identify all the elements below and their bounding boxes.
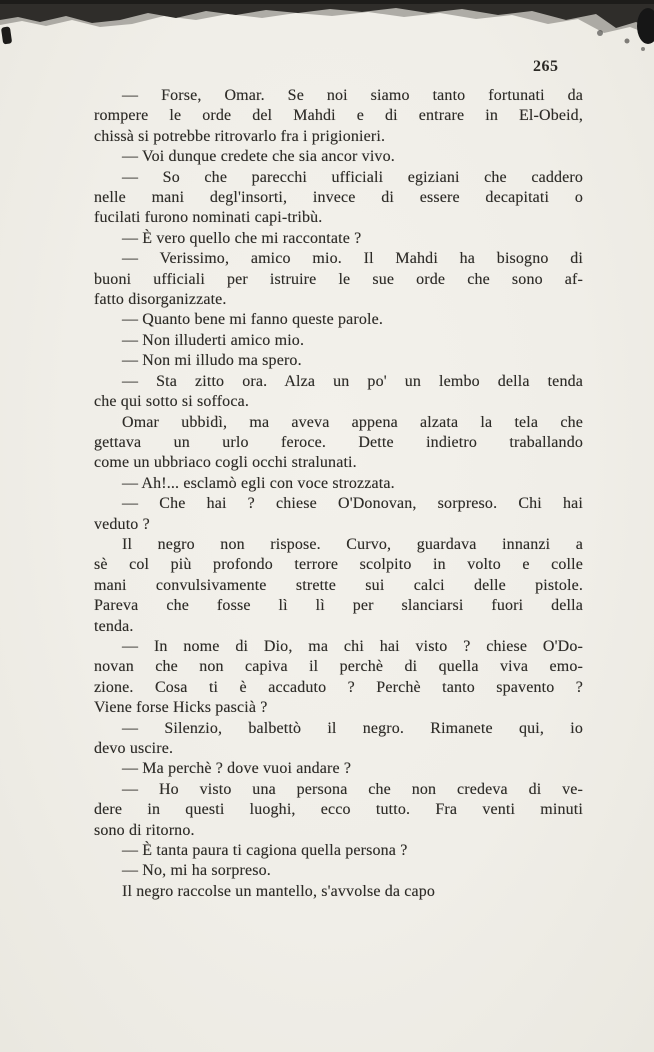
text-line: — Voi dunque credete che sia ancor vivo. <box>122 148 395 166</box>
paragraph <box>94 535 583 637</box>
paragraph <box>94 494 583 535</box>
text-line: — Ah!... esclamò egli con voce strozzata. <box>122 474 395 492</box>
text-line: — Quanto bene mi fanno queste parole. <box>122 311 384 329</box>
scan-artifact-top <box>0 0 654 64</box>
text-line: — Non illuderti amico mio. <box>122 331 305 349</box>
paragraph <box>94 372 583 413</box>
text-line: sono di ritorno. <box>94 821 195 839</box>
paragraph <box>94 719 583 760</box>
text-line: — Verissimo, amico mio. Il Mahdi ha bisogno di <box>122 250 583 268</box>
paragraph <box>94 168 583 229</box>
text-line: Viene forse Hicks pascià ? <box>94 699 268 717</box>
text-line: — Ma perchè ? dove vuoi andare ? <box>122 760 352 778</box>
paragraph <box>94 249 583 310</box>
text-line: devo uscire. <box>94 740 174 757</box>
paragraph <box>94 841 583 861</box>
text-line: buoni ufficiali per istruire le sue orde che sono af- <box>94 270 583 288</box>
paragraph <box>94 86 583 147</box>
text-line: — Silenzio, balbettò il negro. Rimanete qui, io <box>122 719 583 737</box>
text-line: — Ho visto una persona che non credeva di ve- <box>122 780 583 798</box>
text-line: gettava un urlo feroce. Dette indietro traballando <box>94 433 583 451</box>
text-line: fucilati furono nominati capi-tribù. <box>94 209 323 227</box>
paragraph <box>94 310 583 330</box>
text-line: nelle mani degl'insorti, invece di essere decapitati o <box>94 189 583 207</box>
paragraph <box>94 147 583 167</box>
text-line: — In nome di Dio, ma chi hai visto ? chiese O'Do- <box>122 637 583 655</box>
text-line: — So che parecchi ufficiali egiziani che caddero <box>122 168 583 186</box>
text-line: — Che hai ? chiese O'Donovan, sorpreso. Chi hai <box>122 495 583 513</box>
text-line: Omar ubbidì, ma aveva appena alzata la tela che <box>122 413 583 431</box>
text-line: rompere le orde del Mahdi e di entrare in El-Obeid, <box>94 107 583 125</box>
text-line: che qui sotto si soffoca. <box>94 393 249 411</box>
text-line: — No, mi ha sorpreso. <box>122 862 271 880</box>
paragraph <box>94 413 583 474</box>
paragraph <box>94 759 583 779</box>
text-line: sè col più profondo terrore scolpito in volto e colle <box>94 556 583 574</box>
text-line: — È vero quello che mi raccontate ? <box>122 229 362 247</box>
text-line: zione. Cosa ti è accaduto ? Perchè tanto spavento ? <box>94 678 583 696</box>
text-line: — Non mi illudo ma spero. <box>122 352 302 370</box>
paragraph <box>94 637 583 719</box>
paragraph <box>94 861 583 881</box>
text-line: dere in questi luoghi, ecco tutto. Fra venti minuti <box>94 801 583 819</box>
text-line: — Forse, Omar. Se noi siamo tanto fortunati da <box>122 87 583 104</box>
paragraph <box>94 474 583 494</box>
text-line: — Sta zitto ora. Alza un po' un lembo della tenda <box>122 372 583 390</box>
page-text <box>94 86 583 902</box>
text-line: mani convulsivamente strette sui calci delle pistole. <box>94 576 583 594</box>
text-line: novan che non capiva il perchè di quella viva emo- <box>94 658 583 676</box>
paragraph <box>94 331 583 351</box>
text-line: tenda. <box>94 617 134 635</box>
text-line: come un ubbriaco cogli occhi stralunati. <box>94 454 357 472</box>
paragraph <box>94 780 583 841</box>
paragraph <box>94 882 583 902</box>
text-line: Il negro non rispose. Curvo, guardava innanzi a <box>122 535 583 553</box>
text-line: veduto ? <box>94 515 150 533</box>
text-line: chissà si potrebbe ritrovarlo fra i prigionieri. <box>94 127 386 145</box>
text-line: Il negro raccolse un mantello, s'avvolse da capo <box>122 882 436 900</box>
text-line: Pareva che fosse lì lì per slanciarsi fuori della <box>94 597 583 615</box>
text-line: fatto disorganizzate. <box>94 291 227 309</box>
paragraph <box>94 229 583 249</box>
text-line: — È tanta paura ti cagiona quella persona ? <box>122 842 408 860</box>
page-number: 265 <box>533 58 559 75</box>
paragraph <box>94 351 583 371</box>
